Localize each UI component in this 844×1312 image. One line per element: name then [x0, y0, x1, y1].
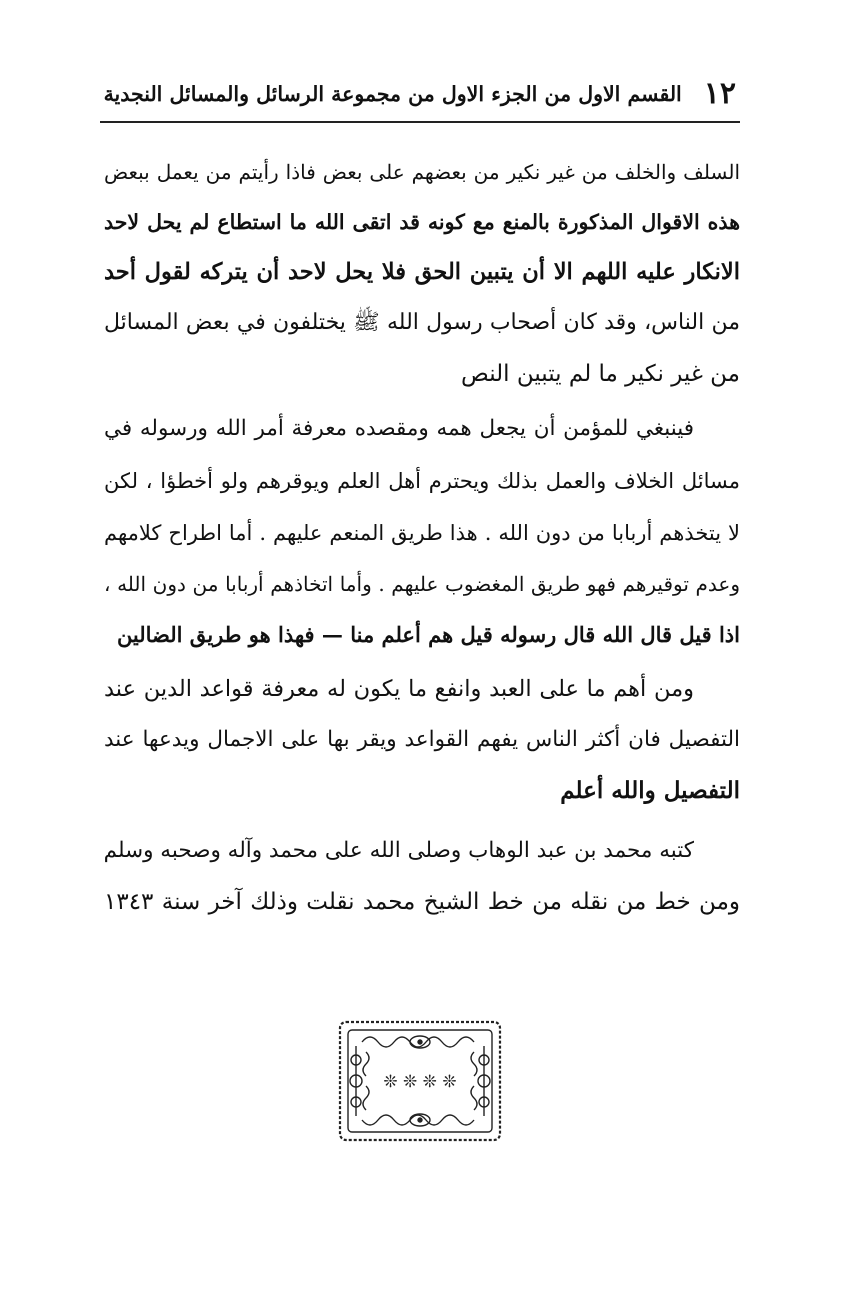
text-line: التفصيل فان أكثر الناس يفهم القواعد ويقر بها على الاجمال ويدعها عند	[104, 727, 740, 752]
text-line: وعدم توقيرهم فهو طريق المغضوب عليهم . وأما اتخاذهم أربابا من دون الله ،	[104, 572, 740, 596]
text-line: من غير نكير ما لم يتبين النص	[461, 361, 740, 387]
text-line: مسائل الخلاف والعمل بذلك ويحترم أهل العلم ويوقرهم ولو أخطؤا ، لكن	[104, 469, 740, 493]
text-line: الانكار عليه اللهم الا أن يتبين الحق فلا يحل لاحد أن يتركه لقول أحد	[104, 259, 740, 285]
text-line: هذه الاقوال المذكورة بالمنع مع كونه قد اتقى الله ما استطاع لم يحل لاحد	[104, 210, 740, 234]
decorative-ornament	[338, 1020, 502, 1142]
text-line: اذا قيل قال الله قال رسوله قيل هم أعلم منا — فهذا هو طريق الضالين	[116, 622, 740, 647]
text-line: لا يتخذهم أربابا من دون الله . هذا طريق المنعم عليهم . أما اطراح كلامهم	[104, 521, 740, 545]
header-rule	[100, 121, 740, 123]
page-number: ١٢	[703, 76, 736, 111]
text-line: فينبغي للمؤمن أن يجعل همه ومقصده معرفة أمر الله ورسوله في	[104, 416, 694, 441]
text-line: ومن خط من نقله من خط الشيخ محمد نقلت وذلك آخر سنة ١٣٤٣	[104, 889, 740, 915]
text-line: ومن أهم ما على العبد وانفع ما يكون له معرفة قواعد الدين عند	[104, 676, 694, 702]
text-line: السلف والخلف من غير نكير من بعضهم على بعض فاذا رأيتم من يعمل ببعض	[104, 160, 740, 184]
text-line: من الناس، وقد كان أصحاب رسول الله ﷺ يختلفون في بعض المسائل	[104, 310, 740, 335]
text-line: كتبه محمد بن عبد الوهاب وصلى الله على محمد وآله وصحبه وسلم	[103, 838, 694, 863]
running-title: القسم الاول من الجزء الاول من مجموعة الرسائل والمسائل النجدية	[103, 81, 682, 106]
text-line: التفصيل والله أعلم	[560, 777, 740, 804]
ornament-center-glyphs: ❊ ❊ ❊ ❊	[383, 1072, 457, 1092]
ornament-frame-icon	[338, 1020, 502, 1142]
page-header	[104, 72, 736, 116]
